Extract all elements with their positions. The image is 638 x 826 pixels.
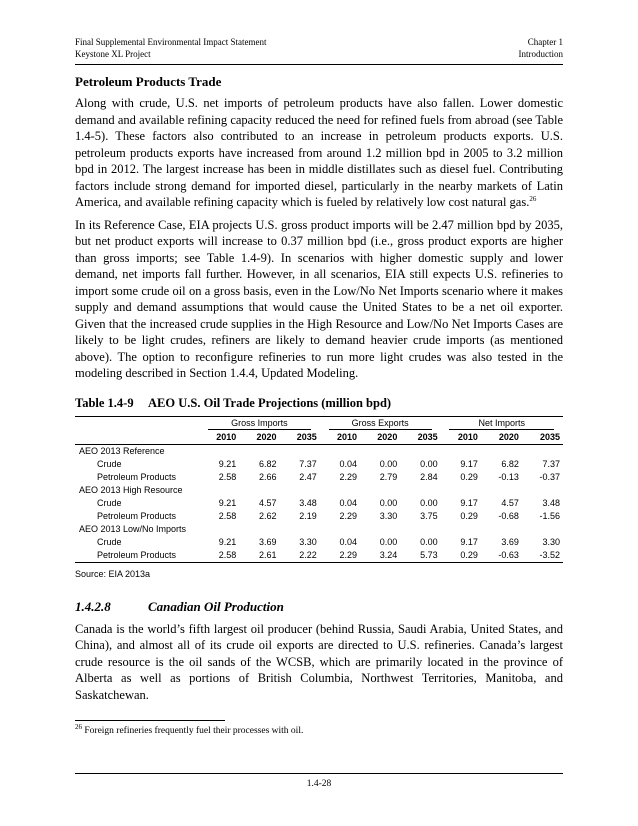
paragraph-canadian-oil: Canada is the world’s fifth largest oil producer (behind Russia, Saudi Arabia, United States, and China), and almost all of its crude oil exports are directed to U.S. refineries. Canada’s largest crude resource is the oil sands of the WCSB, which are primarily located in the province of Alberta as well as portions of British Columbia, Northwest Territories, Manitoba, and Saskatchewan. <box>75 621 563 702</box>
paragraph-petroleum-trade-1 <box>75 95 563 211</box>
table-cell: 0.29 <box>460 471 478 482</box>
table-cell: 2.84 <box>420 471 438 482</box>
table-cell: -0.68 <box>498 510 519 521</box>
table-cell: 2.22 <box>280 549 320 563</box>
group-header-net-imports: Net Imports <box>441 416 563 431</box>
year-header: 2010 <box>199 431 239 445</box>
header-chapter-title: Introduction <box>518 49 563 59</box>
footnote <box>75 722 304 736</box>
group-header-gross-exports: Gross Exports <box>320 416 441 431</box>
table-row <box>75 497 563 510</box>
table-row <box>75 510 563 523</box>
oil-trade-table <box>75 416 563 563</box>
table-cell: 7.37 <box>299 458 317 469</box>
table-cell: 2.47 <box>299 471 317 482</box>
table-cell: 3.48 <box>542 497 560 508</box>
row-label: Petroleum Products <box>75 549 199 563</box>
table-cell: 3.30 <box>379 510 398 521</box>
table-cell: 0.04 <box>339 536 358 547</box>
table-cell: 0.04 <box>339 458 358 469</box>
table-number: Table 1.4-9 <box>75 395 134 410</box>
table-cell: 2.61 <box>239 549 279 563</box>
header-chapter: Chapter 1 <box>527 37 563 47</box>
table-cell: 7.37 <box>542 458 560 469</box>
year-header: 2020 <box>239 431 279 445</box>
year-header: 2020 <box>481 431 522 445</box>
table-cell: 6.82 <box>501 458 519 469</box>
table-cell: 5.73 <box>400 549 440 563</box>
table-row <box>75 471 563 484</box>
year-header: 2020 <box>360 431 400 445</box>
table-cell: 3.75 <box>420 510 438 521</box>
page-body <box>75 73 563 709</box>
table-cell: 2.62 <box>259 510 277 521</box>
table-cell: 9.21 <box>218 458 237 469</box>
table-corner-cell <box>75 416 199 431</box>
row-label: Crude <box>97 458 122 469</box>
table-cell: 0.04 <box>339 497 358 508</box>
table-cell: 3.69 <box>259 536 277 547</box>
table-cell: 3.30 <box>299 536 317 547</box>
row-label: Petroleum Products <box>97 471 177 482</box>
table-cell: 9.17 <box>460 497 478 508</box>
paragraph-petroleum-trade-2: In its Reference Case, EIA projects U.S. gross product imports will be 2.47 million bpd by 2035, but net product exports will increase to 0.37 million bpd (i.e., gross product exports are higher than gross imports; see Table 1.4-9). In scenarios with higher domestic supply and lower demand, net imports fall further. However, in all scenarios, EIA still expects U.S. refineries to import some crude oil on a gross basis, even in the Low/No Net Imports scenario where it makes supply and demand assumptions that would cause the United States to be a net oil exporter. Given that the increased crude supplies in the High Resource and Low/No Net Imports Cases are likely to be light crudes, refiners are likely to demand heavier crude imports (as mentioned above). The option to reconfigure refineries to run more light crudes was also tested in the modeling described in Section 1.4.4, Updated Modeling. <box>75 217 563 380</box>
table-cell: -0.13 <box>498 471 519 482</box>
scenario-label: AEO 2013 Reference <box>79 445 165 456</box>
table-cell: 2.29 <box>339 510 358 521</box>
scenario-row-reference <box>75 444 563 458</box>
table-cell: 4.57 <box>501 497 519 508</box>
row-label: Crude <box>97 536 122 547</box>
table-year-header-row <box>75 431 563 445</box>
table-cell: 0.00 <box>379 497 398 508</box>
table-caption <box>75 396 563 411</box>
table-cell: 9.17 <box>460 536 478 547</box>
scenario-label: AEO 2013 High Resource <box>79 484 183 495</box>
table-cell: -0.63 <box>481 549 522 563</box>
row-label: Petroleum Products <box>97 510 177 521</box>
header-divider <box>75 64 563 65</box>
subsection-heading <box>75 599 563 615</box>
scenario-label: AEO 2013 Low/No Imports <box>79 523 187 534</box>
table-cell: 0.00 <box>379 458 398 469</box>
header-project-name: Keystone XL Project <box>75 49 151 59</box>
table-cell: 9.21 <box>218 536 237 547</box>
year-header: 2035 <box>522 431 563 445</box>
table-cell: 2.29 <box>339 471 358 482</box>
page-header <box>75 36 563 60</box>
subsection-title: Canadian Oil Production <box>148 598 284 614</box>
table-cell: 2.66 <box>259 471 277 482</box>
table-cell: 4.57 <box>259 497 277 508</box>
group-header-gross-imports: Gross Imports <box>199 416 320 431</box>
footnote-divider <box>75 720 225 721</box>
table-title: AEO U.S. Oil Trade Projections (million bpd) <box>148 395 392 410</box>
table-cell: 9.17 <box>460 458 478 469</box>
year-header: 2010 <box>320 431 360 445</box>
row-label: Crude <box>97 497 122 508</box>
table-cell: 3.69 <box>501 536 519 547</box>
table-cell: 3.30 <box>542 536 560 547</box>
table-cell: 3.24 <box>360 549 400 563</box>
table-cell: 2.79 <box>379 471 398 482</box>
table-cell: 9.21 <box>218 497 237 508</box>
table-cell: 2.29 <box>320 549 360 563</box>
footnote-text: Foreign refineries frequently fuel their processes with oil. <box>84 726 304 736</box>
table-cell: 2.58 <box>218 510 237 521</box>
footnote-reference[interactable]: 26 <box>529 194 537 203</box>
table-cell: 0.00 <box>379 536 398 547</box>
table-cell: 2.58 <box>199 549 239 563</box>
table-source: Source: EIA 2013a <box>75 568 151 579</box>
table-cell: 0.00 <box>420 458 438 469</box>
table-row <box>75 549 563 563</box>
year-header: 2035 <box>280 431 320 445</box>
table-cell: -1.56 <box>539 510 560 521</box>
table-cell: 0.29 <box>441 549 481 563</box>
scenario-row-low-no-imports <box>75 523 563 536</box>
table-row <box>75 458 563 471</box>
page-number: 1.4-28 <box>306 779 332 789</box>
table-cell: 0.29 <box>460 510 478 521</box>
table-cell: 0.00 <box>420 497 438 508</box>
year-header: 2010 <box>441 431 481 445</box>
header-document-title: Final Supplemental Environmental Impact Statement <box>75 37 267 47</box>
table-cell: 0.00 <box>420 536 438 547</box>
table-cell: -3.52 <box>522 549 563 563</box>
table-cell: 2.58 <box>218 471 237 482</box>
table-row <box>75 536 563 549</box>
table-cell: 6.82 <box>259 458 277 469</box>
year-header: 2035 <box>400 431 440 445</box>
scenario-row-high-resource <box>75 484 563 497</box>
table-cell: -0.37 <box>539 471 560 482</box>
section-heading: Petroleum Products Trade <box>75 74 222 89</box>
table-cell: 2.19 <box>299 510 317 521</box>
subsection-number: 1.4.2.8 <box>75 598 111 614</box>
footnote-number: 26 <box>75 722 82 731</box>
footer-divider <box>75 773 563 774</box>
table-group-header-row <box>75 416 563 431</box>
table-cell: 3.48 <box>299 497 317 508</box>
paragraph-text: Along with crude, U.S. net imports of petroleum products have also fallen. Lower domestic demand and available refining capacity reduced the need for refined fuels from abroad (see Table 1.4-5). These factors also contributed to an increase in petroleum products exports. U.S. petroleum products exports have increased from around 1.2 million bpd in 2005 to 3.2 million bpd in 2012. The largest increase has been in middle distillates such as diesel fuel. Contributing factors include strong demand for imported diesel, particularly in the nearby markets of Latin America, and available refining capacity which is fueled by relatively low cost natural gas. <box>75 96 563 209</box>
